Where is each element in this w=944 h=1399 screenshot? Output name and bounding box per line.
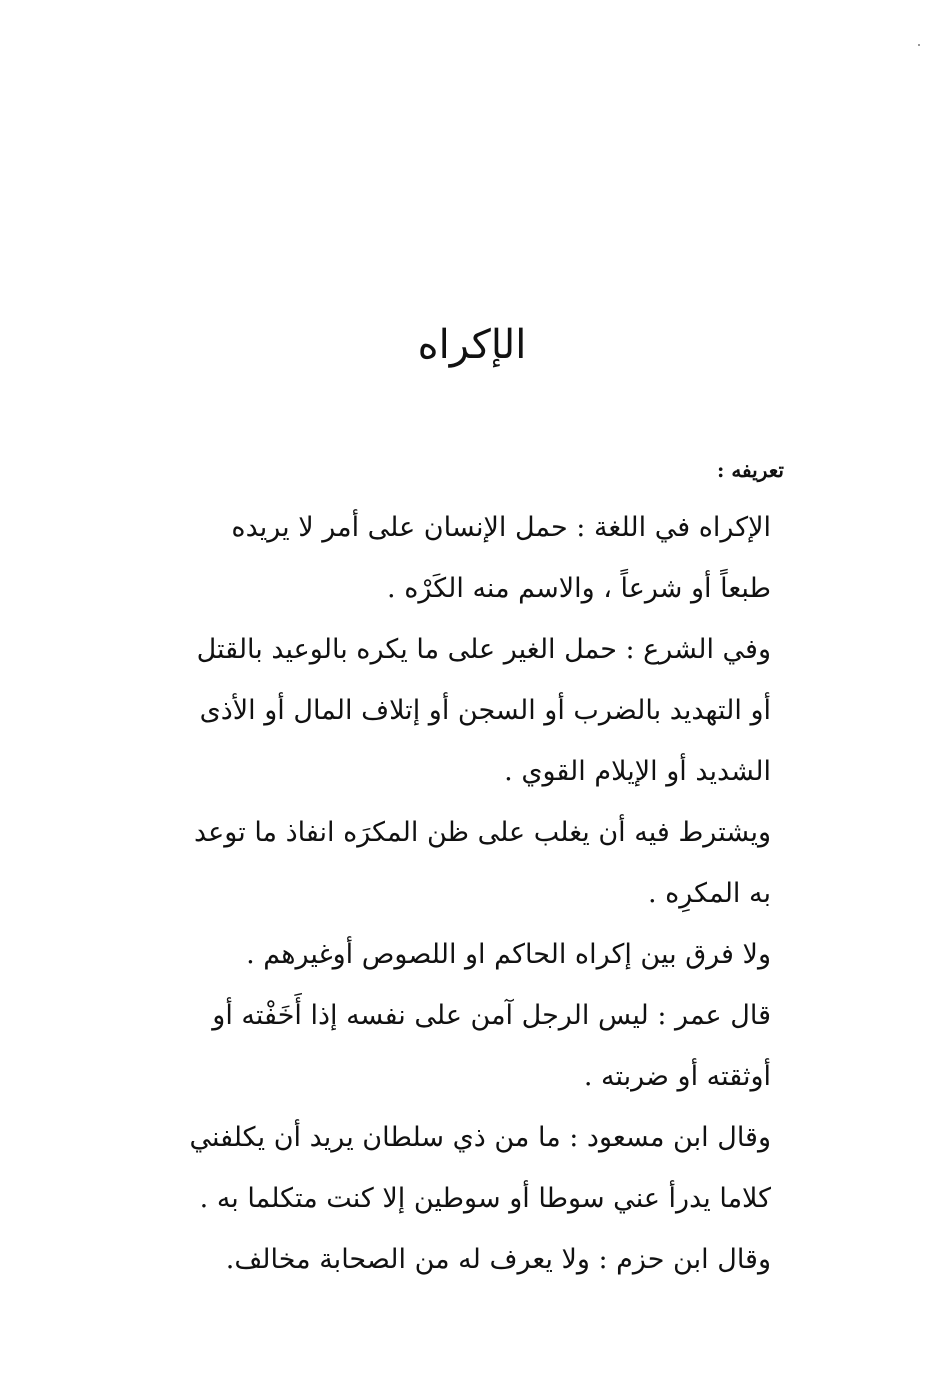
text-line: ولا فرق بين إكراه الحاكم او اللصوص أوغيرهم .	[246, 939, 771, 970]
paragraph-legal-definition	[136, 619, 816, 802]
text-line: قال عمر : ليس الرجل آمن على نفسه إذا أَخَفْته أو	[212, 1000, 771, 1031]
text-line: ويشترط فيه أن يغلب على ظن المكرَه انفاذ ما توعد	[194, 817, 771, 848]
paragraph-language-definition	[136, 497, 816, 619]
paragraph-no-difference	[136, 924, 816, 985]
page-title: الإكراه	[417, 322, 527, 368]
text-line: به المكرِه .	[647, 878, 771, 909]
paragraph-quote-umar	[136, 985, 816, 1107]
text-line: وقال ابن حزم : ولا يعرف له من الصحابة مخالف.	[225, 1244, 771, 1275]
text-line: طبعاً أو شرعاً ، والاسم منه الكَرْه .	[387, 573, 771, 604]
paragraph-condition	[136, 802, 816, 924]
scan-speck	[918, 44, 920, 46]
text-line: أو التهديد بالضرب أو السجن أو إتلاف المال أو الأذى	[199, 695, 771, 726]
section-subheading: تعريفه :	[716, 458, 784, 482]
paragraph-quote-ibn-masud	[136, 1107, 816, 1229]
text-line: وفي الشرع : حمل الغير على ما يكره بالوعيد بالقتل	[196, 634, 771, 665]
body-text	[136, 497, 816, 1290]
text-line: الإكراه في اللغة : حمل الإنسان على أمر لا يريده	[231, 512, 771, 543]
text-line: الشديد أو الإيلام القوي .	[504, 756, 771, 787]
text-line: وقال ابن مسعود : ما من ذي سلطان يريد أن يكلفني	[189, 1122, 771, 1153]
text-line: كلاما يدرأ عني سوطا أو سوطين إلا كنت متكلما به .	[199, 1183, 771, 1214]
text-line: أوثقته أو ضربته .	[583, 1061, 771, 1092]
paragraph-quote-ibn-hazm	[136, 1229, 816, 1290]
